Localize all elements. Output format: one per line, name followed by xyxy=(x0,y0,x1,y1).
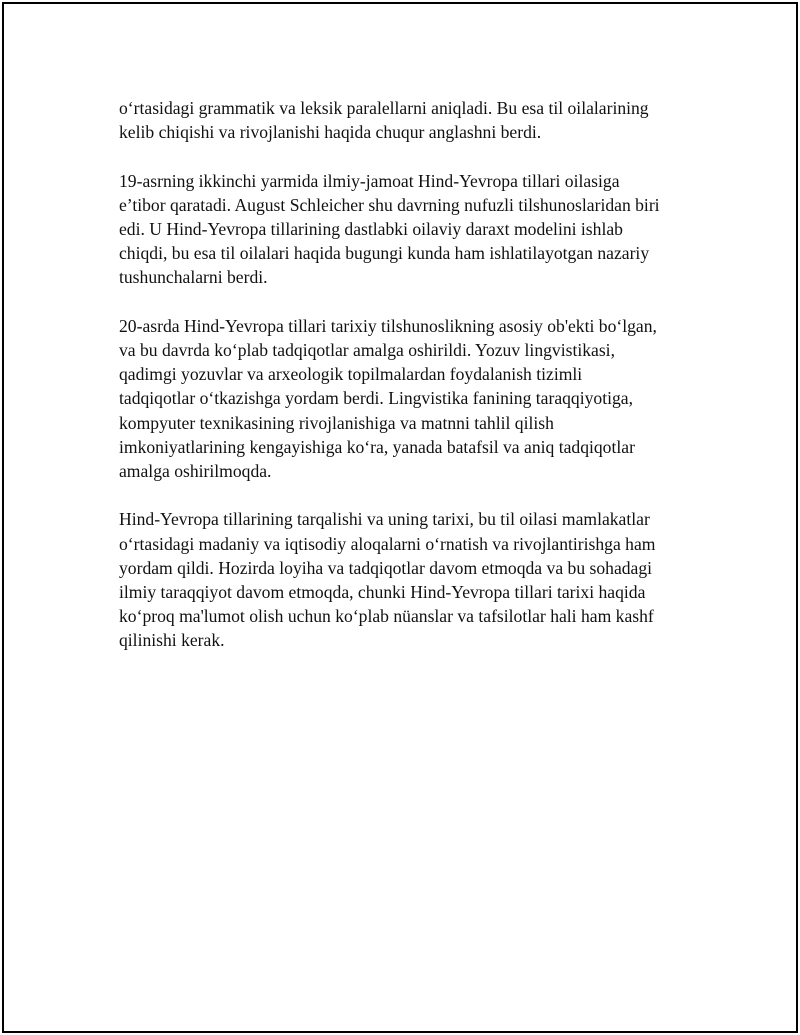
paragraph: o‘rtasidagi grammatik va leksik paralellarni aniqladi. Bu esa til oilalarining kelib chiqishi va rivojlanishi haqida chuqur anglashni berdi. xyxy=(119,98,649,143)
paragraph: 20-asrda Hind-Yevropa tillari tarixiy tilshunoslikning asosiy ob'ekti bo‘lgan, va bu davrda ko‘plab tadqiqotlar amalga oshirildi. Yozuv lingvistikasi, qadimgi yozuvlar va arxeologik topilmalardan foydalanish tizimli tadqiqotlar o‘tkazishga yordam berdi. Lingvistika fanining taraqqiyotiga, kompyuter texnikasining rivojlanishiga va matnni tahlil qilish imkoniyatlarining kengayishiga ko‘ra, yanada batafsil va aniq tadqiqotlar amalga oshirilmoqda. xyxy=(119,315,657,482)
paragraph: 19-asrning ikkinchi yarmida ilmiy-jamoat Hind-Yevropa tillari oilasiga e’tibor qaratadi. August Schleicher shu davrning nufuzli tilshunoslaridan biri edi. U Hind-Yevropa tillarining dastlabki oilaviy daraxt modelini ishlab chiqdi, bu esa til oilalari haqida bugungi kunda ham ishlatilayotgan nazariy tushunchalarni berdi. xyxy=(119,170,660,288)
document-page xyxy=(2,2,798,1033)
document-body xyxy=(119,96,691,677)
paragraph: Hind-Yevropa tillarining tarqalishi va uning tarixi, bu til oilasi mamlakatlar o‘rtasidagi madaniy va iqtisodiy aloqalarni o‘rnatish va rivojlantirishga ham yordam qildi. Hozirda loyiha va tadqiqotlar davom etmoqda va bu sohadagi ilmiy taraqqiyot davom etmoqda, chunki Hind-Yevropa tillari tarixi haqida ko‘proq ma'lumot olish uchun ko‘plab nüanslar va tafsilotlar hali ham kashf qilinishi kerak. xyxy=(119,509,656,651)
